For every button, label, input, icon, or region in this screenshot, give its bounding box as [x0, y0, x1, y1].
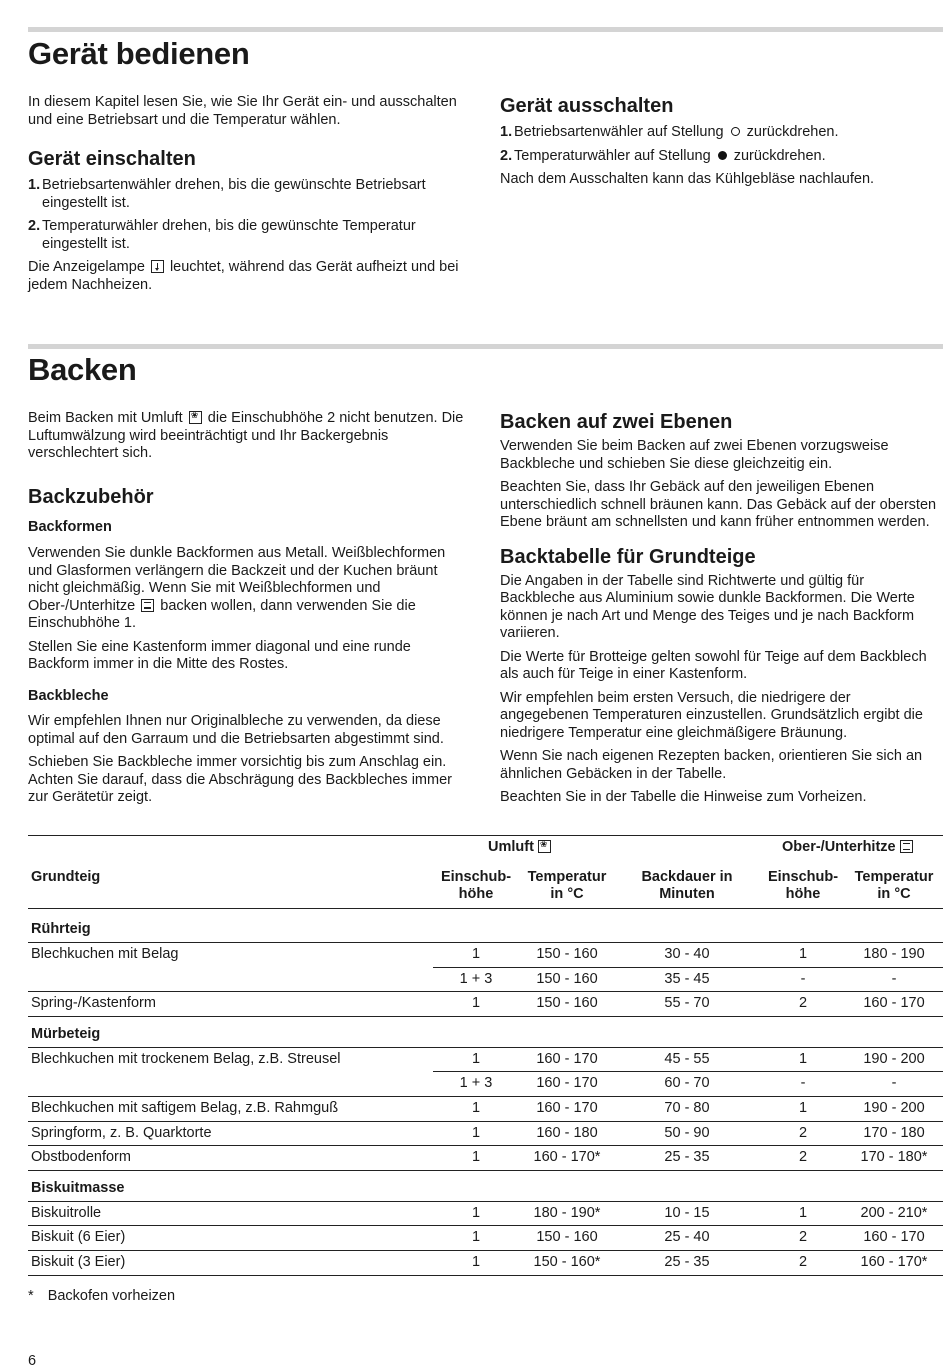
footnote-text: Backofen vorheizen [47, 1288, 176, 1304]
table-cell-einschub: 1 [471, 1254, 481, 1270]
table-section-title: Biskuitmasse [31, 1179, 125, 1196]
cooling-fan-note: Nach dem Ausschalten kann das Kühlgebläse nachlaufen. [500, 171, 875, 187]
step-1 [500, 124, 942, 142]
table-section-title: Rührteig [31, 921, 91, 937]
step-number: 2. [28, 218, 41, 234]
table-row-name: Biskuit (6 Eier) [31, 1229, 126, 1246]
table-cell-einschub: 1 [471, 1124, 481, 1141]
table-cell-temperatur-2: 160 - 170* [860, 1254, 928, 1270]
table-cell-einschub-2: 1 [798, 1100, 808, 1116]
step-number: 1. [500, 124, 513, 140]
table-cell-temperatur: 160 - 170 [536, 1050, 598, 1067]
table-cell-backdauer: 50 - 90 [664, 1124, 710, 1141]
step-1 [28, 177, 470, 212]
group-header-ober-unterhitze-label: Ober-/Unterhitze [782, 839, 896, 855]
convection-fan-icon [538, 840, 551, 853]
backbleche-paragraph-2: Schieben Sie Backbleche immer vorsichtig bis zum Anschlag ein. Achten Sie darauf, dass die Abschrägung des Backbleches immer zur Gerätetür zeigt. [28, 754, 452, 805]
row-rule [28, 1096, 943, 1097]
table-cell-einschub-2: 2 [798, 1229, 808, 1246]
backformen-text-end: backen wollen, dann verwenden Sie die Einschubhöhe 1. [28, 597, 416, 631]
table-cell-backdauer: 70 - 80 [664, 1100, 710, 1116]
table-cell-einschub-2: - [800, 970, 806, 987]
table-cell-einschub-2: 1 [798, 946, 808, 962]
table-cell-einschub: 1 [471, 1229, 481, 1246]
column-header-einschubhoehe-2: Einschub- höhe [767, 869, 839, 902]
top-bottom-heat-icon [141, 599, 154, 612]
table-cell-temperatur: 150 - 160 [536, 1229, 598, 1246]
table-cell-backdauer: 45 - 55 [664, 1050, 710, 1067]
step-text-start: Betriebsartenwähler auf Stellung [514, 124, 724, 140]
heading-geraet-ausschalten: Gerät ausschalten [500, 95, 674, 117]
table-cell-temperatur-2: 170 - 180* [860, 1149, 928, 1166]
step-text: Temperaturwähler drehen, bis die gewünschte Temperatur eingestellt ist. [42, 218, 416, 252]
heading-backen-zwei-ebenen: Backen auf zwei Ebenen [500, 411, 733, 433]
table-row-name: Spring-/Kastenform [31, 995, 156, 1012]
top-bottom-heat-icon [900, 840, 913, 853]
column-header-temperatur: Temperatur in °C [527, 869, 607, 902]
row-rule [28, 1275, 943, 1276]
backtabelle-paragraph-4: Wenn Sie nach eigenen Rezepten backen, orientieren Sie sich an ähnlichen Gebäcken in der Tabelle. [500, 748, 923, 782]
step-text [514, 148, 942, 166]
table-cell-einschub: 1 [471, 1149, 481, 1166]
zwei-ebenen-paragraph-1: Verwenden Sie beim Backen auf zwei Ebenen vorzugsweise Backbleche und schieben Sie diese gleichzeitig ein. [500, 438, 889, 472]
section-title-rule [28, 942, 943, 943]
column-header-temperatur-2: Temperatur in °C [854, 869, 934, 902]
row-rule [28, 1121, 943, 1122]
table-cell-temperatur: 150 - 160* [533, 1254, 601, 1270]
table-row-name: Biskuitrolle [31, 1204, 102, 1221]
row-rule [28, 1145, 943, 1146]
step-text-end: zurückdrehen. [733, 147, 826, 164]
table-cell-einschub-2: - [800, 1075, 806, 1092]
convection-fan-icon [189, 411, 202, 424]
zwei-ebenen-paragraph-2: Beachten Sie, dass Ihr Gebäck auf den jeweiligen Ebenen unterschiedlich schnell bräunen kann. Das Gebäck auf der obersten Ebene bräunt am schnellsten und kann früher entnommen werden. [500, 479, 937, 530]
footnote-mark: * [28, 1288, 34, 1304]
table-cell-temperatur: 150 - 160 [536, 970, 598, 987]
table-row-name: Blechkuchen mit Belag [31, 946, 179, 962]
table-cell-temperatur-2: 190 - 200 [863, 1050, 925, 1067]
table-cell-einschub: 1 [471, 946, 481, 962]
backtabelle-paragraph-5: Beachten Sie in der Tabelle die Hinweise zum Vorheizen. [500, 789, 867, 805]
step-text: Betriebsartenwähler drehen, bis die gewünschte Betriebsart eingestellt ist. [42, 177, 426, 211]
lamp-note-text-end: leuchtet, während das Gerät aufheizt und bei jedem Nachheizen. [28, 259, 459, 293]
row-rule [28, 1170, 943, 1171]
column-header-backdauer: Backdauer in Minuten [641, 869, 733, 902]
backen-intro-text: Beim Backen mit Umluft [28, 410, 183, 426]
table-cell-temperatur-2: - [891, 1075, 897, 1092]
table-cell-temperatur: 150 - 160 [536, 946, 598, 962]
table-row-name: Blechkuchen mit trockenem Belag, z.B. Streusel [31, 1050, 341, 1067]
table-cell-einschub: 1 [471, 1100, 481, 1116]
backen-intro [28, 410, 470, 463]
header-bottom-rule [28, 908, 943, 909]
table-section-title: Mürbeteig [31, 1025, 101, 1042]
column-header-grundteig: Grundteig [31, 869, 101, 885]
table-cell-backdauer: 25 - 35 [664, 1254, 710, 1270]
lamp-note [28, 259, 470, 294]
table-cell-backdauer: 60 - 70 [664, 1075, 710, 1092]
right-column-backen [500, 410, 942, 813]
step-number: 2. [500, 147, 513, 164]
table-cell-backdauer: 25 - 40 [664, 1229, 710, 1246]
heading-backzubehoer: Backzubehör [28, 485, 154, 508]
off-position-circle-icon [731, 127, 740, 136]
heading-backbleche: Backbleche [28, 687, 109, 704]
section-title-geraet-bedienen: Gerät bedienen [28, 36, 250, 71]
table-cell-backdauer: 10 - 15 [664, 1204, 710, 1221]
table-cell-temperatur-2: 160 - 170 [863, 995, 925, 1012]
table-cell-temperatur: 160 - 180 [536, 1124, 598, 1141]
column-header-einschubhoehe: Einschub- höhe [440, 869, 512, 902]
backtabelle-paragraph-3: Wir empfehlen beim ersten Versuch, die niedrigere der angegebenen Temperaturen einzustellen. Grundsätzlich ergibt die niedrigere Temperatur eine gleichmäßigere Bräunung. [500, 689, 923, 741]
table-cell-temperatur: 160 - 170 [536, 1100, 598, 1116]
row-rule-partial [433, 967, 943, 968]
table-cell-temperatur-2: 190 - 200 [863, 1100, 925, 1116]
table-cell-einschub-2: 2 [798, 1124, 808, 1141]
table-row-name: Obstbodenform [31, 1149, 131, 1166]
backformen-paragraph-2: Stellen Sie eine Kastenform immer diagonal und eine runde Backform immer in die Mitte des Rostes. [28, 638, 411, 672]
off-position-dot-icon [718, 151, 727, 160]
right-column-ausschalten [500, 94, 942, 195]
backen-intro-text-end: die Einschubhöhe 2 nicht benutzen. Die Luftumwälzung wird beeinträchtigt und Ihr Backergebnis verschlechtert sich. [28, 410, 464, 461]
group-header-ober-unterhitze [782, 839, 915, 856]
table-row-name: Blechkuchen mit saftigem Belag, z.B. Rahmguß [31, 1100, 339, 1116]
table-cell-backdauer: 55 - 70 [664, 995, 710, 1012]
section-rule [28, 27, 943, 32]
group-header-umluft [488, 839, 553, 856]
section-title-rule [28, 1201, 943, 1202]
table-cell-temperatur-2: 200 - 210* [860, 1204, 928, 1221]
table-cell-backdauer: 25 - 35 [664, 1149, 710, 1166]
table-cell-temperatur: 150 - 160 [536, 995, 598, 1012]
table-cell-temperatur: 180 - 190* [533, 1204, 601, 1221]
backbleche-paragraph-1: Wir empfehlen Ihnen nur Originalbleche zu verwenden, da diese optimal auf den Garraum und die Betriebsarten abgestimmt sind. [28, 713, 444, 747]
table-cell-temperatur-2: - [891, 970, 897, 987]
step-number: 1. [28, 177, 41, 193]
heading-backformen: Backformen [28, 518, 112, 535]
table-cell-temperatur-2: 170 - 180 [863, 1124, 925, 1141]
table-cell-einschub: 1 [471, 1204, 481, 1221]
table-cell-einschub: 1 + 3 [459, 970, 493, 987]
table-cell-einschub: 1 + 3 [459, 1075, 493, 1092]
group-header-umluft-label: Umluft [488, 839, 534, 855]
table-cell-einschub-2: 1 [798, 1050, 808, 1067]
table-row-name: Springform, z. B. Quarktorte [31, 1124, 212, 1141]
section-title-backen: Backen [28, 352, 137, 387]
table-row-name: Biskuit (3 Eier) [31, 1254, 126, 1270]
row-rule-partial [433, 1071, 943, 1072]
backformen-text: Verwenden Sie dunkle Backformen aus Metall. Weißblechformen und Glasformen verlängern die Backzeit und der Kuchen bräunt nicht gleichmäßig. Wenn Sie mit Weißblechformen und Ober-/Unterhitze [28, 545, 446, 614]
step-text-end: zurückdrehen. [746, 124, 839, 140]
section-title-rule [28, 1047, 943, 1048]
table-cell-einschub-2: 2 [798, 1254, 808, 1270]
intro-paragraph: In diesem Kapitel lesen Sie, wie Sie Ihr Gerät ein- und ausschalten und eine Betriebsart und die Temperatur wählen. [28, 94, 457, 128]
baking-table [28, 835, 943, 1285]
left-column-bedienen [28, 94, 470, 300]
step-2 [500, 148, 942, 166]
table-cell-temperatur: 160 - 170 [536, 1075, 598, 1092]
row-rule [28, 1250, 943, 1251]
heading-geraet-einschalten: Gerät einschalten [28, 148, 196, 170]
step-text [514, 124, 942, 142]
table-cell-temperatur-2: 160 - 170 [863, 1229, 925, 1246]
step-text-start: Temperaturwähler auf Stellung [514, 147, 711, 164]
table-cell-temperatur: 160 - 170* [533, 1149, 601, 1166]
left-column-backen [28, 410, 470, 813]
table-cell-einschub: 1 [471, 995, 481, 1012]
table-cell-backdauer: 35 - 45 [664, 970, 710, 987]
row-rule [28, 991, 943, 992]
step-2 [28, 218, 470, 253]
table-cell-einschub-2: 2 [798, 995, 808, 1012]
lamp-note-text: Die Anzeigelampe [28, 259, 145, 275]
section-rule [28, 344, 943, 349]
row-rule [28, 1016, 943, 1017]
table-cell-einschub-2: 1 [798, 1204, 808, 1221]
table-cell-temperatur-2: 180 - 190 [863, 946, 925, 962]
row-rule [28, 1225, 943, 1226]
table-cell-backdauer: 30 - 40 [664, 946, 710, 962]
indicator-lamp-icon [151, 260, 164, 273]
table-cell-einschub: 1 [471, 1050, 481, 1067]
table-cell-einschub-2: 2 [798, 1149, 808, 1166]
backtabelle-paragraph-2: Die Werte für Brotteige gelten sowohl für Teige auf dem Backblech als auch für Teige in einer Kastenform. [500, 648, 927, 682]
table-top-rule [28, 835, 943, 836]
backformen-paragraph-1 [28, 545, 470, 633]
footnote [28, 1288, 175, 1306]
heading-backtabelle: Backtabelle für Grundteige [500, 545, 756, 568]
backtabelle-paragraph-1: Die Angaben in der Tabelle sind Richtwerte und gültig für Backbleche aus Aluminium sowie dunkle Backformen. Die Werte können je nach Art und Menge des Teiges und je nach Backform variieren. [500, 572, 915, 641]
page-number: 6 [28, 1353, 37, 1369]
